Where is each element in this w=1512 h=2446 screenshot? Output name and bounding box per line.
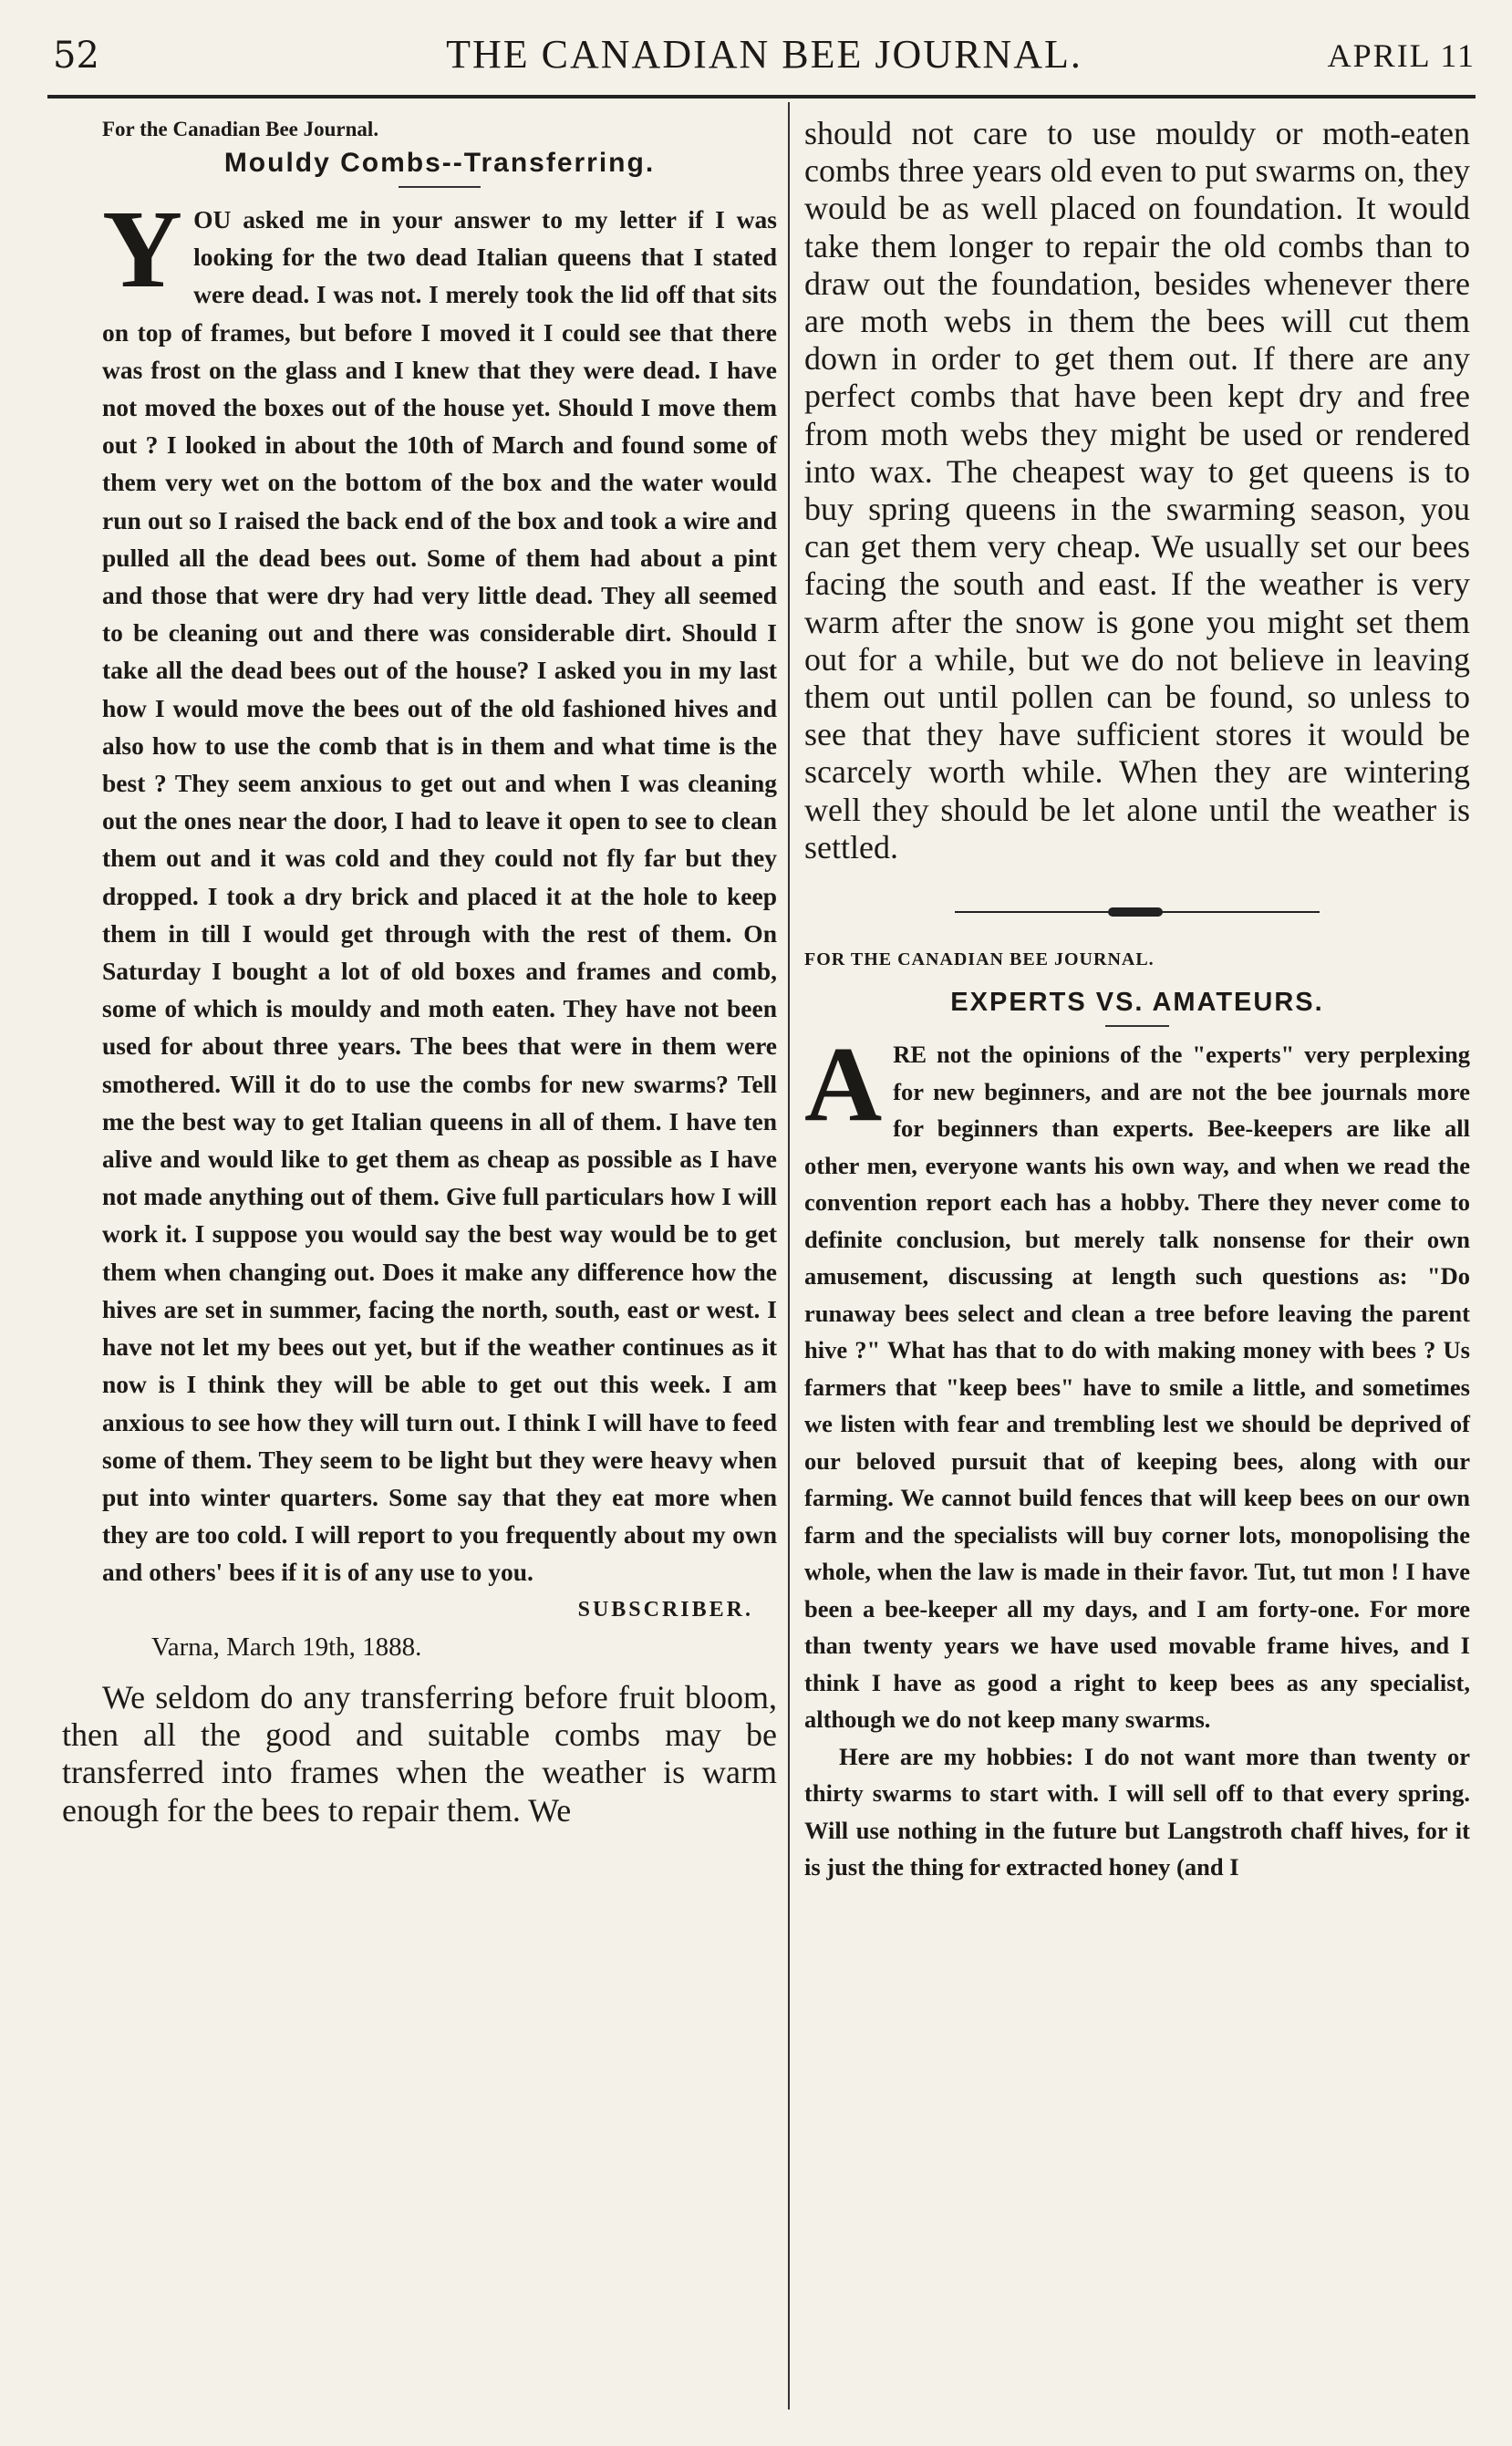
letter-body bbox=[102, 188, 777, 1591]
article-title-2: EXPERTS VS. AMATEURS. bbox=[804, 981, 1470, 1027]
journal-title: THE CANADIAN BEE JOURNAL. bbox=[446, 32, 1082, 77]
editor-reply-continued: should not care to use mouldy or moth-eaten combs three years old even to put swarms on, they would be as well placed on foundation. It would take them longer to repair the old combs than to draw out the foundation, besides whenever there are moth webs in them the bees will cut them down in order to get them out. If there are any perfect combs that have been kept dry and free from moth webs they might be used or rendered into wax. The cheapest way to get queens is to buy spring queens in the swarming season, you can get them very cheap. We usually set our bees facing the south and east. If the weather is very warm after the snow is gone you might set them out for a while, but we do not believe in leaving them out until pollen can be found, so unless to see that they have sufficient stores it would be scarcely worth while. When they are wintering well they should be let alone until the weather is settled. bbox=[804, 115, 1470, 865]
drop-cap-letter: Y bbox=[102, 188, 183, 311]
page-number: 52 bbox=[53, 35, 99, 77]
article-title: Mouldy Combs--Transferring. bbox=[102, 144, 777, 188]
editor-reply-text: We seldom do any transferring before fruit bloom, then all the good and suitable combs may be transferred into frames when the weather is warm enough for the bees to repair them. We bbox=[62, 1678, 777, 1829]
editor-reply bbox=[62, 1678, 777, 1829]
column-divider bbox=[788, 102, 790, 2410]
article-source: For the Canadian Bee Journal. bbox=[102, 118, 379, 140]
right-column bbox=[804, 115, 1470, 1886]
letter-text: OU asked me in your answer to my letter if I was looking for the two dead Italian queens that I stated were dead. I was not. I merely took the lid off that sits on top of frames, but before I moved it I could see that there was frost on the glass and I knew that they were dead. I have not moved the boxes out of the house yet. Should I move them out ? I looked in about the 10th of March and found some of them very wet on the bottom of the box and the water would run out so I raised the back end of the box and took a wire and pulled all the dead bees out. Some of them had about a pint and those that were dry had very little dead. They all seemed to be cleaning out and there was considerable dirt. Should I take all the dead bees out of the house? I asked you in my last how I would move the bees out of the old fashioned hives and also how to use the comb that is in them and what time is the best ? They seem anxious to get out and when I was cleaning out the ones near the door, I had to leave it open to see to clean them out and it was cold and they could not fly far but they dropped. I took a dry brick and placed it at the hole to keep them in till I would get through with the rest of them. On Saturday I bought a lot of old boxes and frames and comb, some of which is mouldy and moth eaten. They have not been used for about three years. The bees that were in them were smothered. Will it do to use the combs for new swarms? Tell me the best way to get Italian queens in all of them. I have ten alive and would like to get them as cheap as possible as I have not made anything out of them. Give full particulars how I will work it. I suppose you would say the best way would be to get them when changing out. Does it make any difference how the hives are set in summer, facing the north, south, east or west. I have not let my bees out yet, but if the weather continues as it now is I think they will be able to get out this week. I am anxious to see how they will turn out. I think I will have to feed some of them. They seem to be light but they were heavy when put into winter quarters. Some say that they eat more when they are too cold. I will report to you frequently about my own and others' bees if it is of any use to you. bbox=[102, 205, 777, 1587]
header-rule bbox=[47, 95, 1476, 98]
issue-date: APRIL 11 bbox=[1327, 37, 1476, 74]
article-text: RE not the opinions of the "experts" very perplexing for new beginners, and are not the bee journals more for beginners than experts. Bee-keepers are like all other men, everyone wants his own way, and when we read the convention report each has a hobby. There they never come to definite conclusion, but merely talk nonsense for their own amusement, discussing at length such questions as: "Do runaway bees select and clean a tree before leaving the parent hive ?" What has that to do with making money with bees ? Us farmers that "keep bees" have to smile a little, and sometimes we listen with fear and trembling lest we should be deprived of our beloved pursuit that of keeping bees, along with our farming. We cannot build fences that will keep bees on our own farm and the specialists will buy corner lots, monopolising the whole, when the law is made in their favor. Tut, tut mon ! I have been a bee-keeper all my days, and I am forty-one. For more than twenty years we have used movable frame hives, and I think I have as good a right to keep bees as any specialist, although we do not keep many swarms. bbox=[804, 1041, 1470, 1734]
left-column bbox=[62, 115, 777, 1829]
letter-signature: SUBSCRIBER. bbox=[577, 1597, 753, 1622]
letter-dateline: Varna, March 19th, 1888. bbox=[151, 1632, 422, 1662]
drop-cap-letter-2: A bbox=[804, 1024, 883, 1145]
article-body bbox=[804, 1024, 1470, 1738]
page-header bbox=[53, 31, 1476, 86]
section-ornament bbox=[955, 905, 1320, 919]
article-body-2: Here are my hobbies: I do not want more than twenty or thirty swarms to start with. I will sell off to that every spring. Will use nothing in the future but Langstroth chaff hives, for it is just the thing for extracted honey (and I bbox=[804, 1742, 1470, 1881]
article-source-2: FOR THE CANADIAN BEE JOURNAL. bbox=[804, 949, 1155, 970]
